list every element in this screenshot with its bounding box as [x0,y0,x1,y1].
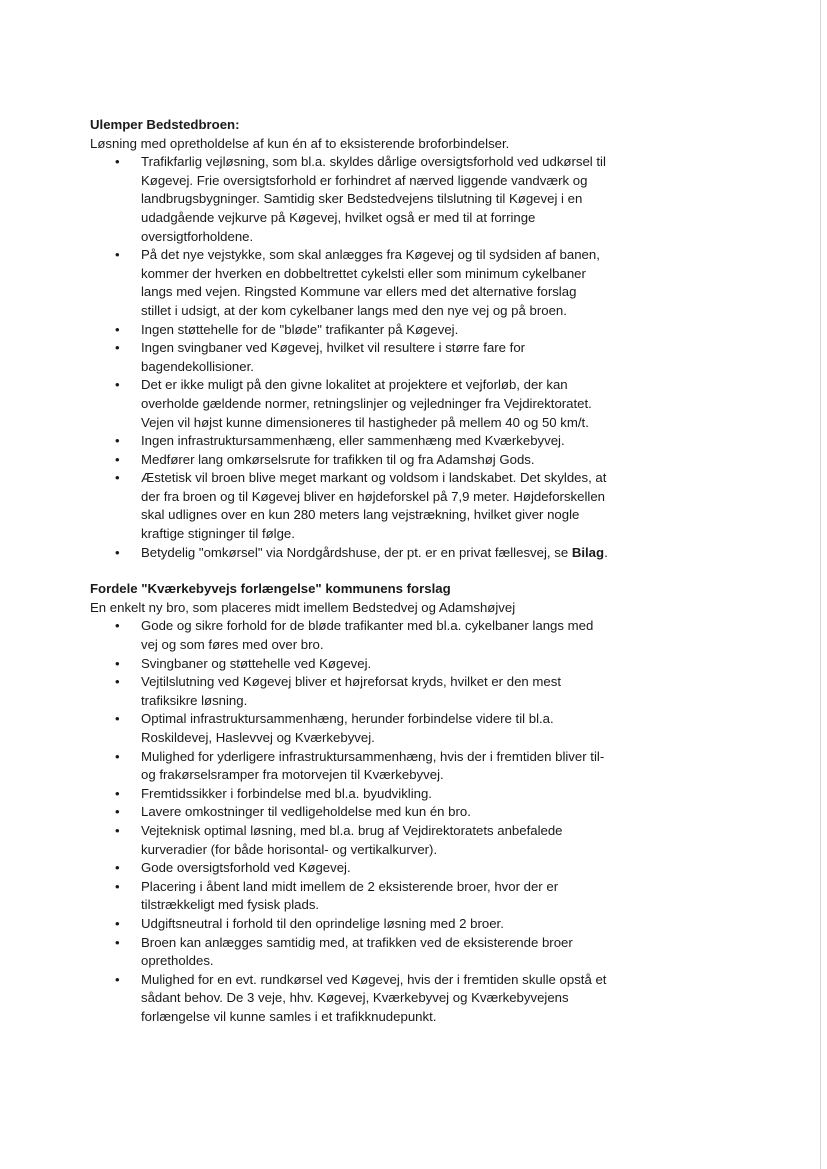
bullet-icon: • [115,377,120,393]
list-item [90,859,610,878]
list-item [90,785,610,804]
list-item [90,153,610,246]
list-item-text: På det nye vejstykke, som skal anlægges fra Køgevej og til sydsiden af banen, kommer der hverken en dobbeltrettet cykelsti eller som minimum cykelbaner langs med vejen. Ringsted Kommune var ellers med det alternative forslag stillet i udsigt, at der kom cykelbaner langs med den nye vej og på broen. [141,247,600,318]
bullet-icon: • [115,618,120,634]
list-item [90,748,610,785]
bullet-icon: • [115,785,120,801]
bilag-reference: Bilag [571,544,605,560]
list-item [90,915,610,934]
list-item-text: Medfører lang omkørselsrute for trafikken til og fra Adamshøj Gods. [141,451,535,467]
section-spacer [90,562,610,580]
bullet-icon: • [115,748,120,764]
bullet-icon: • [115,544,120,560]
bullet-icon: • [115,971,120,987]
section-heading-advantages: Fordele "Kværkebyvejs forlængelse" kommunens forslag [90,581,451,597]
list-item-text: Betydelig "omkørsel" via Nordgårdshuse, der pt. er en privat fællesvej, se [141,544,569,560]
document-page [90,116,610,1027]
bullet-icon: • [115,860,120,876]
list-item-text: Ingen svingbaner ved Køgevej, hvilket vil resultere i større fare for bagendekollisioner. [141,340,526,374]
bullet-icon: • [115,711,120,727]
list-item [90,246,610,320]
list-item [90,451,610,470]
list-item [90,822,610,859]
list-item-text: Ingen støttehelle for de "bløde" trafikanter på Køgevej. [141,321,459,337]
bullet-icon: • [115,878,120,894]
list-item [90,544,610,563]
bullet-icon: • [115,804,120,820]
list-item [90,617,610,654]
list-item [90,469,610,543]
list-item-text: Placering i åbent land midt imellem de 2 eksisterende broer, hvor der er tilstrækkeligt med fysisk plads. [141,878,559,913]
section-intro-advantages: En enkelt ny bro, som placeres midt imellem Bedstedvej og Adamshøjvej [90,599,516,615]
bullet-icon: • [115,433,120,449]
bullet-icon: • [115,822,120,838]
bullet-icon: • [115,915,120,931]
list-item [90,376,610,432]
list-item-text: Udgiftsneutral i forhold til den oprindelige løsning med 2 broer. [141,915,504,931]
list-item-text: Æstetisk vil broen blive meget markant og voldsom i landskabet. Det skyldes, at der fra broen og til Køgevej bliver en højdeforskel på 7,9 meter. Højdeforskellen skal udlignes over en kun 280 meters lang vejstrækning, hvilket giver nogle kraftige stigninger til følge. [141,470,607,542]
list-item-text: Mulighed for yderligere infrastruktursammenhæng, hvis der i fremtiden bliver til- og frakørselsramper fra motorvejen til Kværkebyvej. [141,748,605,783]
list-item [90,710,610,747]
bullet-icon: • [115,340,120,356]
page-edge [820,0,821,1169]
list-item-text: Broen kan anlægges samtidig med, at trafikken ved de eksisterende broer opretholdes. [141,934,573,969]
section-intro-drawbacks: Løsning med opretholdelse af kun én af to eksisterende broforbindelser. [90,135,510,151]
bullet-icon: • [115,451,120,467]
list-item [90,432,610,451]
bullet-icon: • [115,674,120,690]
list-item [90,655,610,674]
list-item-text: Mulighed for en evt. rundkørsel ved Køgevej, hvis der i fremtiden skulle opstå et sådant behov. De 3 veje, hhv. Køgevej, Kværkebyvej og Kværkebyvejens forlængelse vil kunne samles i et trafikknudepunkt. [141,971,607,1024]
list-item [90,339,610,376]
list-item [90,321,610,340]
bullet-icon: • [115,321,120,337]
list-item [90,971,610,1027]
list-item-text: Gode og sikre forhold for de bløde trafikanter med bl.a. cykelbaner langs med vej og som føres med over bro. [141,618,594,653]
bullet-icon: • [115,154,120,170]
list-item-text: Vejtilslutning ved Køgevej bliver et højreforsat kryds, hvilket er den mest trafiksikre løsning. [141,674,561,708]
list-item [90,878,610,915]
list-item-text: Svingbaner og støttehelle ved Køgevej. [141,655,372,671]
list-item-text: Det er ikke muligt på den givne lokalitet at projektere et vejforløb, der kan overholde gældende normer, retningslinjer og vejledninger fra Vejdirektoratet. Vejen vil højst kunne dimensioneres til hastigheder på mellem 40 og 50 km/t. [141,377,592,430]
bullet-icon: • [115,655,120,671]
bullet-icon: • [115,470,120,486]
list-item-end: . [604,544,608,560]
section-heading-drawbacks: Ulemper Bedstedbroen: [90,117,240,132]
list-item [90,673,610,710]
bullet-list-advantages [90,617,610,1026]
list-item [90,803,610,822]
list-item-text: Vejteknisk optimal løsning, med bl.a. brug af Vejdirektoratets anbefalede kurveradier (for både horisontal- og vertikalkurver). [141,822,563,857]
bullet-icon: • [115,247,120,263]
bullet-icon: • [115,934,120,950]
list-item-text: Gode oversigtsforhold ved Køgevej. [141,860,351,876]
list-item-text: Lavere omkostninger til vedligeholdelse med kun én bro. [141,804,471,820]
list-item-text: Fremtidssikker i forbindelse med bl.a. byudvikling. [141,785,432,801]
list-item [90,934,610,971]
list-item-text: Ingen infrastruktursammenhæng, eller sammenhæng med Kværkebyvej. [141,433,565,449]
bullet-list-drawbacks [90,153,610,562]
list-item-text: Optimal infrastruktursammenhæng, herunder forbindelse videre til bl.a. Roskildevej, Haslevvej og Kværkebyvej. [141,711,554,745]
list-item-text: Trafikfarlig vejløsning, som bl.a. skyldes dårlige oversigtsforhold ved udkørsel til Køgevej. Frie oversigtsforhold er forhindret af nærved liggende vandværk og landbrugsbygninger. Samtidig sker Bedstedvejens tilslutning til Køgevej i en udadgående vejkurve på Køgevej, hvilket også er med til at forringe oversigtforholdene. [141,154,606,244]
